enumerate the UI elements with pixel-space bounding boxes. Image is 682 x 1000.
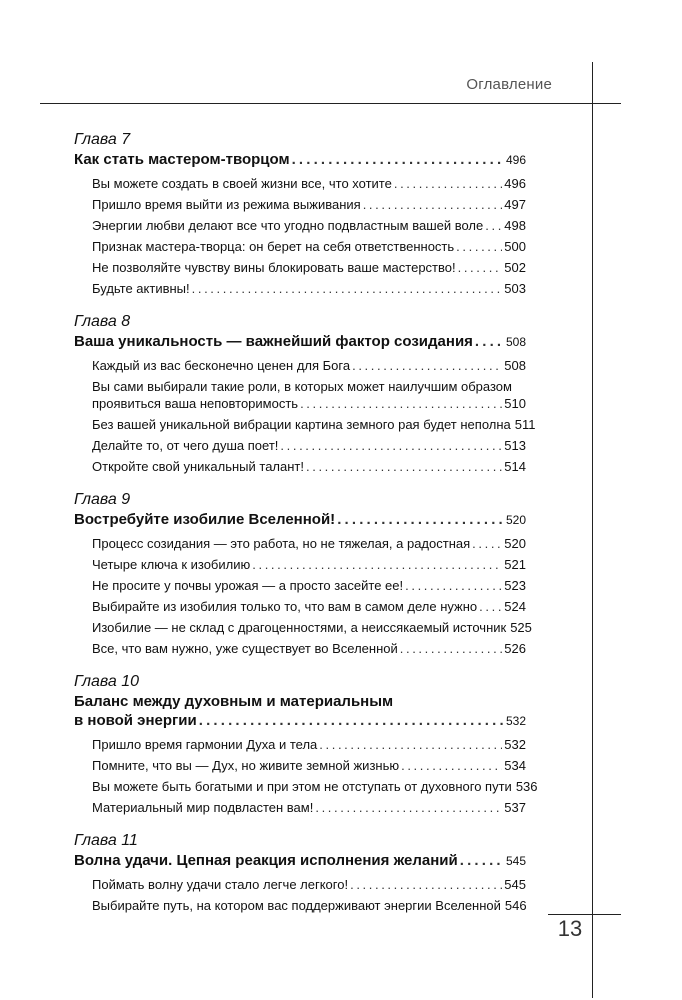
toc-entry [74, 641, 526, 656]
toc-entry [74, 737, 526, 752]
toc-entry-title: Пришло время выйти из режима выживания [92, 197, 361, 212]
toc-entry-page-number: 532 [504, 737, 526, 752]
chapter-section [74, 312, 536, 474]
toc-entry [74, 417, 536, 432]
toc-entry [74, 197, 526, 212]
toc-entry [74, 620, 532, 635]
dot-leader [280, 438, 502, 453]
header-rule [40, 103, 621, 104]
chapter-label: Глава 8 [74, 313, 131, 330]
toc-entry-page-number: 524 [504, 599, 526, 614]
toc-entry [74, 758, 526, 773]
chapter-title: в новой энергии [74, 712, 197, 729]
chapter-title-row [74, 332, 526, 352]
toc-entry-title: проявиться ваша неповторимость [92, 396, 299, 411]
page-number-rule [548, 914, 621, 915]
toc-entry [74, 260, 526, 275]
toc-entry-page-number: 497 [504, 197, 526, 212]
dot-leader [315, 800, 502, 815]
dot-leader [252, 557, 502, 572]
toc-entry-title: Откройте свой уникальный талант! [92, 459, 304, 474]
chapter-section [74, 831, 526, 913]
toc-entry [74, 599, 526, 614]
dot-leader [472, 536, 502, 551]
toc-entry [74, 281, 526, 296]
toc-entry-title: Делайте то, от чего душа поет! [92, 438, 279, 453]
toc-entry-title: Не позволяйте чувству вины блокировать ваше мастерство! [92, 260, 456, 275]
toc-entry-title: Вы можете быть богатыми и при этом не отступать от духовного пути [92, 779, 512, 794]
dot-leader [475, 332, 504, 352]
running-header-title: Оглавление [466, 76, 552, 93]
toc-entry-page-number: 502 [504, 260, 526, 275]
toc-entry [74, 218, 526, 233]
dot-leader [400, 641, 503, 656]
toc-entry-title: Помните, что вы — Дух, но живите земной жизнью [92, 758, 400, 773]
chapter-title: Ваша уникальность — важнейший фактор созидания [74, 333, 473, 350]
dot-leader [460, 851, 504, 871]
toc-entry [74, 898, 526, 913]
toc-entry-title: Энергии любви делают все что угодно подвластным вашей воле [92, 218, 484, 233]
toc-entry-page-number: 525 [510, 620, 532, 635]
toc-entry-page-number: 545 [504, 877, 526, 892]
toc-entry [74, 800, 526, 815]
toc-entry-page-number: 514 [504, 459, 526, 474]
dot-leader [300, 396, 502, 411]
chapter-title-row [74, 150, 526, 170]
toc-entry-title: Процесс созидания — это работа, но не тяжелая, а радостная [92, 536, 471, 551]
chapter-section [74, 130, 526, 296]
toc-entry-page-number: 536 [515, 779, 538, 794]
toc-entry [74, 578, 526, 593]
dot-leader [199, 711, 504, 731]
toc-entry-title: Выбирайте из изобилия только то, что вам в самом деле нужно [92, 599, 478, 614]
toc-entry-page-number: 521 [504, 557, 526, 572]
toc-entry [74, 557, 526, 572]
toc-entry-line: Вы сами выбирали такие роли, в которых может наилучшим образом [92, 379, 512, 394]
toc-entry-title: Признак мастера-творца: он берет на себя ответственность [92, 239, 455, 254]
toc-entry [74, 877, 526, 892]
dot-leader [458, 260, 503, 275]
toc-entry [74, 779, 538, 794]
chapter-page-number: 545 [505, 854, 526, 868]
chapter-title: Как стать мастером-творцом [74, 151, 290, 168]
dot-leader [292, 150, 504, 170]
toc-entry-title: Не просите у почвы урожая — а просто засейте ее! [92, 578, 404, 593]
toc-entry-page-number: 523 [504, 578, 526, 593]
chapter-page-number: 520 [505, 513, 526, 527]
toc-entry-title: Все, что вам нужно, уже существует во Вселенной [92, 641, 398, 656]
toc-entry-title: Изобилие — не склад с драгоценностями, а неиссякаемый источник [92, 620, 507, 635]
margin-rule [592, 62, 593, 998]
toc-entry [74, 536, 526, 551]
dot-leader [352, 358, 502, 373]
toc-entry-page-number: 513 [504, 438, 526, 453]
chapter-title: Востребуйте изобилие Вселенной! [74, 511, 336, 528]
chapter-label: Глава 9 [74, 491, 131, 508]
chapter-section [74, 490, 532, 656]
toc-entry-title: Каждый из вас бесконечно ценен для Бога [92, 358, 351, 373]
toc-entry [74, 239, 526, 254]
toc-entry-page-number: 510 [504, 396, 526, 411]
table-of-contents [74, 130, 538, 929]
toc-entry-title: Без вашей уникальной вибрации картина земного рая будет неполна [92, 417, 511, 432]
page-number: 13 [557, 916, 583, 941]
toc-entry-page-number: 503 [504, 281, 526, 296]
toc-entry-title: Пришло время гармонии Духа и тела [92, 737, 318, 752]
toc-entry [74, 459, 526, 474]
chapter-label: Глава 11 [74, 832, 138, 849]
dot-leader [405, 578, 502, 593]
chapter-page-number: 496 [505, 153, 526, 167]
dot-leader [394, 176, 502, 191]
dot-leader [192, 281, 503, 296]
chapter-page-number: 532 [505, 714, 526, 728]
toc-entry-page-number: 534 [504, 758, 526, 773]
toc-entry-title: Вы можете создать в своей жизни все, что хотите [92, 176, 392, 191]
toc-entry-page-number: 498 [504, 218, 526, 233]
toc-entry [74, 176, 526, 191]
toc-entry-title: Четыре ключа к изобилию [92, 557, 251, 572]
toc-entry-title: Будьте активны! [92, 281, 190, 296]
toc-entry-page-number: 508 [504, 358, 526, 373]
chapter-label: Глава 10 [74, 673, 140, 690]
dot-leader [306, 459, 502, 474]
toc-entry-page-number: 546 [504, 898, 527, 913]
dot-leader [456, 239, 502, 254]
toc-entry-title: Материальный мир подвластен вам! [92, 800, 314, 815]
dot-leader [401, 758, 502, 773]
dot-leader [485, 218, 502, 233]
toc-entry-page-number: 500 [504, 239, 526, 254]
chapter-label: Глава 7 [74, 131, 131, 148]
toc-entry [74, 396, 526, 411]
chapter-title-row [74, 851, 526, 871]
chapter-title-row [74, 510, 526, 530]
toc-entry-title: Поймать волну удачи стало легче легкого! [92, 877, 349, 892]
dot-leader [479, 599, 502, 614]
chapter-page-number: 508 [505, 335, 526, 349]
toc-entry [74, 438, 526, 453]
chapter-section [74, 672, 538, 815]
chapter-title: Волна удачи. Цепная реакция исполнения желаний [74, 852, 458, 869]
toc-entry-page-number: 511 [514, 417, 536, 432]
toc-entry-title: Выбирайте путь, на котором вас поддерживают энергии Вселенной [92, 898, 501, 913]
toc-entry-page-number: 496 [504, 176, 526, 191]
chapter-title-row [74, 711, 526, 731]
toc-entry-page-number: 520 [504, 536, 526, 551]
toc-entry [74, 358, 526, 373]
dot-leader [363, 197, 503, 212]
toc-entry-page-number: 537 [504, 800, 526, 815]
toc-entry-page-number: 526 [504, 641, 526, 656]
dot-leader [319, 737, 502, 752]
dot-leader [350, 877, 502, 892]
chapter-title-line: Баланс между духовным и материальным [74, 693, 394, 710]
dot-leader [337, 510, 504, 530]
